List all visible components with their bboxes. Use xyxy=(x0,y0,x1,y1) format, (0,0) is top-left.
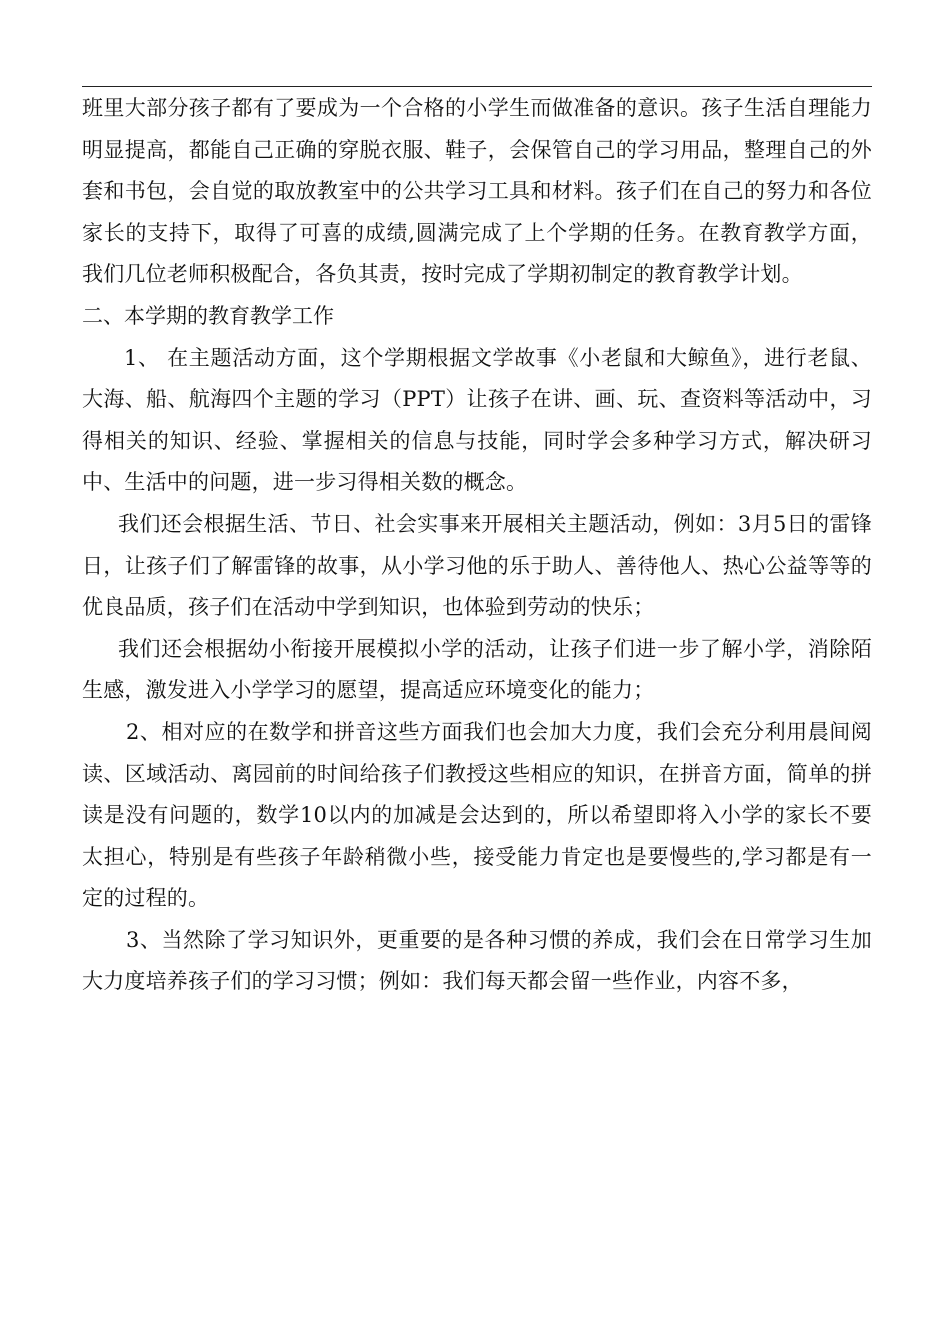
paragraph-class-summary: 班里大部分孩子都有了要成为一个合格的小学生而做准备的意识。孩子生活自理能力明显提高，都能自己正确的穿脱衣服、鞋子，会保管自己的学习用品，整理自己的外套和书包，会自觉的取放教室中的公共学习工具和材料。孩子们在自己的努力和各位家长的支持下，取得了可喜的成绩,圆满完成了上个学期的任务。在教育教学方面，我们几位老师积极配合，各负其责，按时完成了学期初制定的教育教学计划。 xyxy=(82,96,872,287)
paragraph-math-pinyin: 2、相对应的在数学和拼音这些方面我们也会加大力度，我们会充分利用晨间阅读、区域活动、离园前的时间给孩子们教授这些相应的知识，在拼音方面，简单的拼读是没有问题的，数学10以内的加减是会达到的，所以希望即将入小学的家长不要太担心，特别是有些孩子年龄稍微小些，接受能力肯定也是要慢些的,学习都是有一定的过程的。 xyxy=(82,719,872,911)
paragraph-theme-activities: 1、 在主题活动方面，这个学期根据文学故事《小老鼠和大鲸鱼》，进行老鼠、大海、船、航海四个主题的学习（PPT）让孩子在讲、画、玩、查资料等活动中，习得相关的知识、经验、掌握相关的信息与技能，同时学会多种学习方式，解决研习中、生活中的问题，进一步习得相关数的概念。 xyxy=(82,345,872,495)
section-heading: 二、本学期的教育教学工作 xyxy=(82,303,334,328)
paragraph-transition-activities: 我们还会根据幼小衔接开展模拟小学的活动，让孩子们进一步了解小学，消除陌生感，激发进入小学学习的愿望，提高适应环境变化的能力； xyxy=(82,636,872,703)
header-rule xyxy=(82,86,872,87)
paragraph-habits: 3、当然除了学习知识外，更重要的是各种习惯的养成，我们会在日常学习生加大力度培养孩子们的学习习惯；例如：我们每天都会留一些作业，内容不多， xyxy=(82,927,872,994)
paragraph-holiday-activities: 我们还会根据生活、节日、社会实事来开展相关主题活动，例如：3月5日的雷锋日，让孩子们了解雷锋的故事，从小学习他的乐于助人、善待他人、热心公益等等的优良品质，孩子们在活动中学到知识，也体验到劳动的快乐； xyxy=(82,511,872,620)
document-body xyxy=(82,88,872,1003)
